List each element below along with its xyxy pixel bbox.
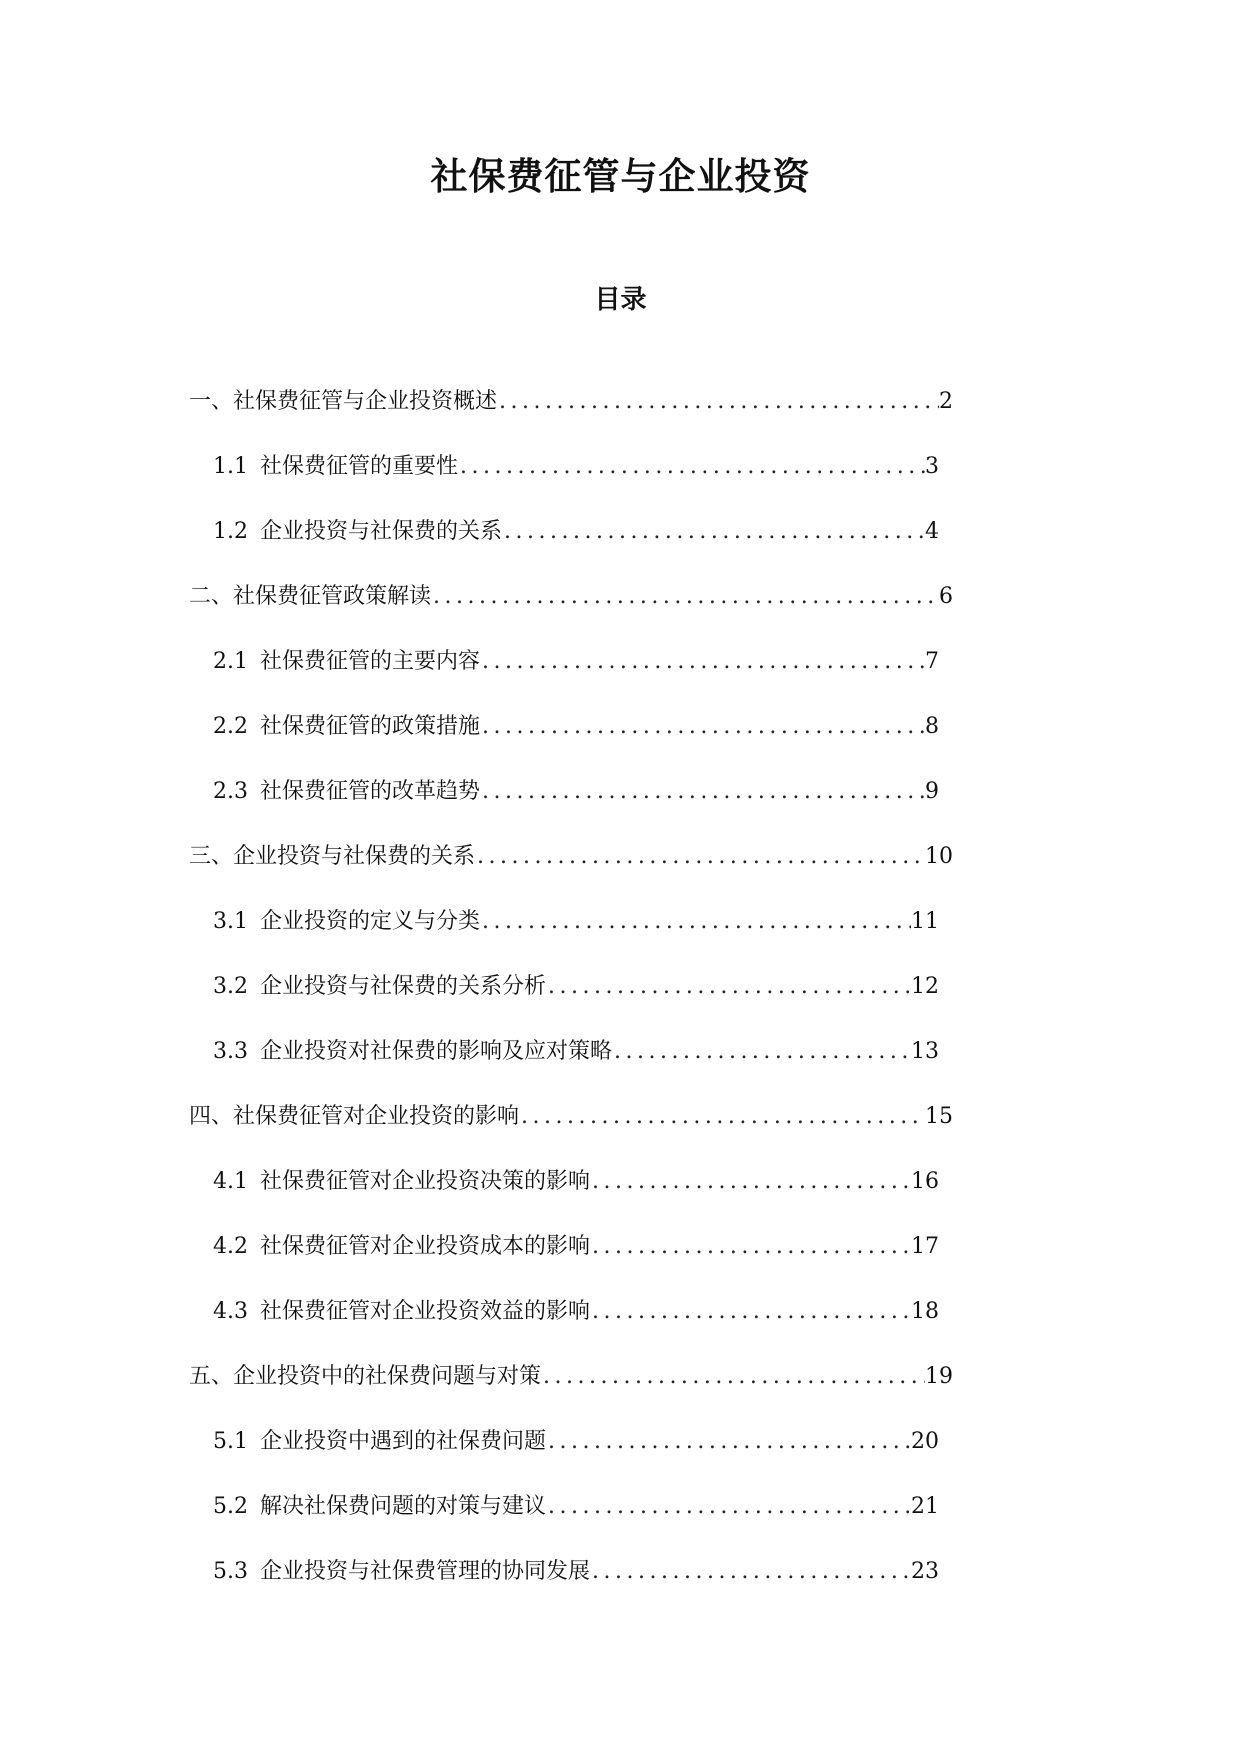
toc-entry[interactable]: [213, 1166, 939, 1231]
toc-dot-leader: [475, 841, 925, 873]
toc-entry-page-number: 20: [911, 1429, 939, 1454]
toc-dot-leader: [458, 451, 925, 483]
toc-entry[interactable]: [189, 1361, 953, 1426]
toc-entry[interactable]: [213, 516, 939, 581]
toc-entry-title: 五、企业投资中的社保费问题与对策: [189, 1364, 542, 1389]
toc-entry-title: 企业投资对社保费的影响及应对策略: [260, 1039, 613, 1064]
toc-entry-page-number: 11: [911, 909, 939, 934]
toc-entry-title: 二、社保费征管政策解读: [189, 584, 432, 609]
toc-entry-title: 三、企业投资与社保费的关系: [189, 844, 476, 869]
toc-entry-number: 4.1: [213, 1169, 248, 1194]
toc-entry-page-number: 17: [911, 1234, 939, 1259]
toc-entry-page-number: 7: [925, 649, 939, 674]
toc-dot-leader: [431, 581, 939, 613]
toc-entry-number: 1.2: [213, 519, 248, 544]
toc-entry-page-number: 9: [925, 779, 939, 804]
toc-entry-page-number: 21: [911, 1494, 939, 1519]
toc-entry-title: 四、社保费征管对企业投资的影响: [189, 1104, 520, 1129]
toc-entry-title: 社保费征管的政策措施: [260, 714, 481, 739]
toc-entry-page-number: 6: [939, 584, 953, 609]
toc-dot-leader: [590, 1296, 911, 1328]
toc-entry[interactable]: [189, 1101, 953, 1166]
toc-entry-title: 一、社保费征管与企业投资概述: [189, 389, 498, 414]
toc-entry-title: 企业投资与社保费的关系分析: [260, 974, 547, 999]
toc-dot-leader: [480, 711, 925, 743]
toc-entry-title: 社保费征管对企业投资成本的影响: [260, 1234, 591, 1259]
toc-entry-page-number: 8: [925, 714, 939, 739]
toc-entry[interactable]: [213, 971, 939, 1036]
toc-entry[interactable]: [213, 1426, 939, 1491]
toc-entry[interactable]: [213, 906, 939, 971]
toc-entry-number: 5.2: [213, 1494, 248, 1519]
toc-entry[interactable]: [189, 581, 953, 646]
toc-dot-leader: [480, 906, 911, 938]
toc-entry-title: 社保费征管的主要内容: [260, 649, 481, 674]
toc-entry-number: 2.1: [213, 649, 248, 674]
toc-entry-title: 企业投资与社保费的关系: [260, 519, 503, 544]
toc-entry-page-number: 23: [911, 1559, 939, 1584]
toc-entry[interactable]: [213, 1491, 939, 1556]
toc-entry-number: 1.1: [213, 454, 248, 479]
toc-entry-page-number: 3: [925, 454, 939, 479]
toc-entry[interactable]: [213, 776, 939, 841]
toc-entry-number: 3.3: [213, 1039, 248, 1064]
table-of-contents: [0, 386, 1241, 1621]
toc-entry[interactable]: [213, 1036, 939, 1101]
toc-entry-number: 3.2: [213, 974, 248, 999]
toc-entry-page-number: 19: [925, 1364, 953, 1389]
toc-dot-leader: [590, 1556, 911, 1588]
toc-dot-leader: [590, 1231, 911, 1263]
toc-entry-number: 4.2: [213, 1234, 248, 1259]
toc-entry-page-number: 4: [925, 519, 939, 544]
toc-entry[interactable]: [213, 451, 939, 516]
toc-entry[interactable]: [213, 1296, 939, 1361]
toc-dot-leader: [541, 1361, 925, 1393]
toc-entry[interactable]: [213, 1556, 939, 1621]
toc-entry-page-number: 12: [911, 974, 939, 999]
toc-entry-page-number: 16: [911, 1169, 939, 1194]
toc-entry-title: 社保费征管的重要性: [260, 454, 459, 479]
toc-dot-leader: [502, 516, 925, 548]
toc-dot-leader: [480, 646, 925, 678]
toc-entry-number: 2.2: [213, 714, 248, 739]
toc-entry-number: 5.1: [213, 1429, 248, 1454]
toc-dot-leader: [546, 1491, 911, 1523]
toc-dot-leader: [519, 1101, 925, 1133]
toc-entry-title: 社保费征管对企业投资决策的影响: [260, 1169, 591, 1194]
toc-entry-title: 社保费征管对企业投资效益的影响: [260, 1299, 591, 1324]
toc-entry[interactable]: [213, 646, 939, 711]
toc-entry-title: 社保费征管的改革趋势: [260, 779, 481, 804]
toc-entry[interactable]: [213, 711, 939, 776]
toc-entry-title: 企业投资的定义与分类: [260, 909, 481, 934]
toc-entry-page-number: 13: [911, 1039, 939, 1064]
document-title: 社保费征管与企业投资: [430, 154, 811, 198]
toc-heading: 目录: [594, 285, 647, 315]
toc-entry-page-number: 15: [925, 1104, 953, 1129]
toc-entry[interactable]: [189, 841, 953, 906]
toc-entry-number: 2.3: [213, 779, 248, 804]
toc-dot-leader: [497, 386, 939, 418]
toc-dot-leader: [546, 971, 911, 1003]
toc-dot-leader: [480, 776, 925, 808]
toc-entry-number: 5.3: [213, 1559, 248, 1584]
toc-entry-page-number: 10: [925, 844, 953, 869]
toc-entry-number: 4.3: [213, 1299, 248, 1324]
toc-entry-page-number: 2: [939, 389, 953, 414]
toc-entry-title: 企业投资与社保费管理的协同发展: [260, 1559, 591, 1584]
toc-entry-number: 3.1: [213, 909, 248, 934]
toc-entry-title: 解决社保费问题的对策与建议: [260, 1494, 547, 1519]
toc-entry[interactable]: [213, 1231, 939, 1296]
toc-dot-leader: [612, 1036, 911, 1068]
toc-entry[interactable]: [189, 386, 953, 451]
toc-dot-leader: [590, 1166, 911, 1198]
toc-entry-page-number: 18: [911, 1299, 939, 1324]
toc-dot-leader: [546, 1426, 911, 1458]
toc-entry-title: 企业投资中遇到的社保费问题: [260, 1429, 547, 1454]
